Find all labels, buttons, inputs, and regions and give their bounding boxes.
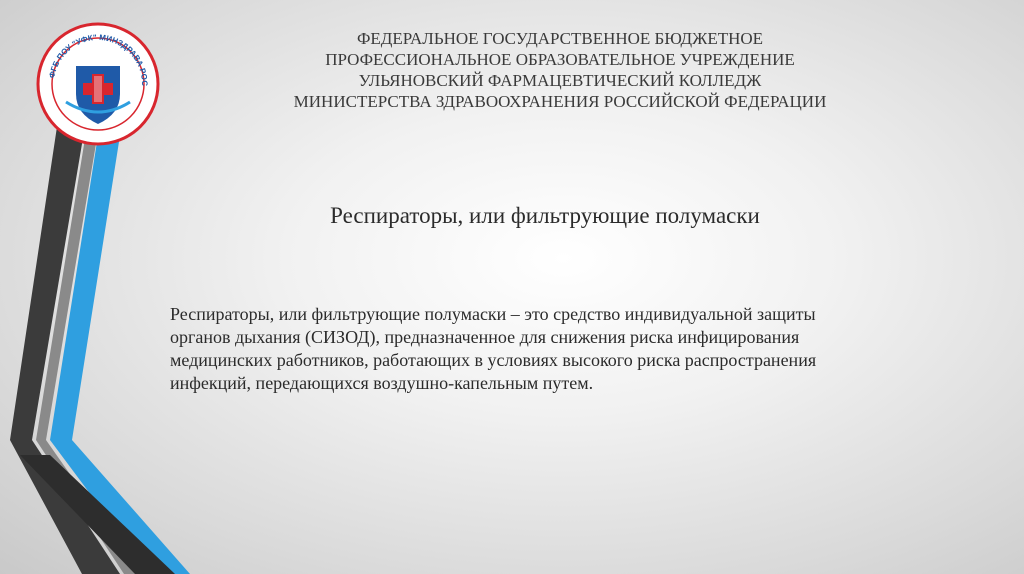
paragraph-line: инфекций, передающихся воздушно-капельным путем. <box>170 373 594 393</box>
header-line: МИНИСТЕРСТВА ЗДРАВООХРАНЕНИЯ РОССИЙСКОЙ ФЕДЕРАЦИИ <box>293 92 827 111</box>
slide-paragraph <box>170 303 980 395</box>
slide-title: Респираторы, или фильтрующие полумаски <box>330 203 760 228</box>
institution-header <box>200 28 920 112</box>
college-emblem-icon <box>36 22 160 146</box>
college-logo <box>36 22 160 146</box>
header-line: УЛЬЯНОВСКИЙ ФАРМАЦЕВТИЧЕСКИЙ КОЛЛЕДЖ <box>358 71 762 90</box>
paragraph-line: органов дыхания (СИЗОД), предназначенное для снижения риска инфицирования <box>170 327 800 347</box>
header-line: ФЕДЕРАЛЬНОЕ ГОСУДАРСТВЕННОЕ БЮДЖЕТНОЕ <box>356 29 764 48</box>
paragraph-line: медицинских работников, работающих в условиях высокого риска распространения <box>170 350 817 370</box>
logo-ring-text: ФГБ ПОУ "УФК" МИНЗДРАВА РОС <box>47 32 150 87</box>
paragraph-line: Респираторы, или фильтрующие полумаски – это средство индивидуальной защиты <box>170 304 816 324</box>
header-line: ПРОФЕССИОНАЛЬНОЕ ОБРАЗОВАТЕЛЬНОЕ УЧРЕЖДЕНИЕ <box>325 50 795 69</box>
